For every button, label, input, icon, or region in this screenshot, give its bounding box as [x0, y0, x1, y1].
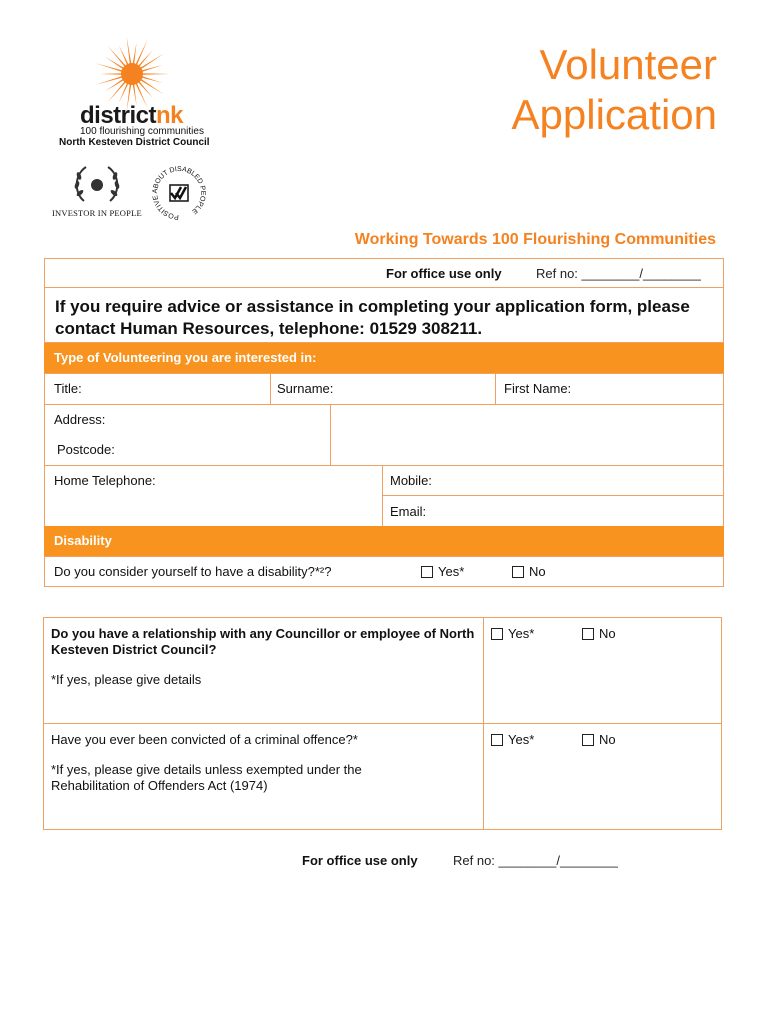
surname-label: Surname: [277, 381, 334, 396]
relationship-question: Do you have a relationship with any Councillor or employee of North Kesteven District Council? [51, 626, 475, 657]
first-name-label: First Name: [504, 381, 572, 396]
positive-about-disabled-people-icon [148, 163, 210, 223]
disability-header: Disability [44, 526, 724, 557]
volunteering-header: Type of Volunteering you are interested in: [44, 343, 724, 374]
notice-text: If you require advice or assistance in completing your application form, please contact Human Resources, telephone: 01529 308211. [55, 297, 690, 338]
criminal-yes-checkbox[interactable] [491, 734, 503, 746]
divider [43, 723, 722, 724]
sun-ray [96, 63, 124, 72]
email-label: Email: [390, 504, 427, 519]
sun-ray [96, 76, 124, 85]
first-name-field[interactable] [496, 374, 723, 404]
page-title-line1: Volunteer [539, 41, 717, 88]
divider [330, 404, 331, 466]
mobile-field[interactable] [383, 466, 723, 495]
surname-field[interactable] [271, 374, 495, 404]
sun-ray [119, 82, 129, 103]
relationship-yes-label: Yes* [508, 626, 535, 641]
relationship-details-prompt: *If yes, please give details [51, 672, 202, 687]
disability-no-checkbox[interactable] [512, 566, 524, 578]
brand-name-accent: nk [156, 102, 184, 129]
title-label: Title: [54, 381, 82, 396]
criminal-yes-label: Yes* [508, 732, 535, 747]
relationship-no-checkbox[interactable] [582, 628, 594, 640]
criminal-no-checkbox[interactable] [582, 734, 594, 746]
office-use-bottom-ref[interactable]: Ref no: ________/________ [453, 853, 618, 868]
disability-yes-label: Yes* [438, 564, 465, 579]
relationship-no-option[interactable] [582, 626, 616, 641]
criminal-yes-option[interactable] [491, 732, 534, 747]
council-name: North Kesteven District Council [59, 137, 210, 148]
sun-center [121, 63, 143, 85]
investor-in-people-label: INVESTOR IN PEOPLE [52, 208, 142, 218]
email-field[interactable] [383, 496, 723, 526]
criminal-no-option[interactable] [582, 732, 616, 747]
disability-no-option[interactable] [512, 564, 546, 579]
brand-name-main: district [80, 102, 157, 129]
relationship-no-label: No [599, 626, 616, 641]
relationship-yes-option[interactable] [491, 626, 534, 641]
two-ticks-label: POSITIVE ABOUT DISABLED PEOPLE [151, 165, 207, 221]
office-use-top-label: For office use only [386, 266, 502, 281]
disability-yes-checkbox[interactable] [421, 566, 433, 578]
page-title [512, 40, 717, 140]
title-field[interactable] [44, 374, 270, 404]
criminal-details-prompt: *If yes, please give details unless exempted under the Rehabilitation of Offenders Act (1974) [51, 762, 362, 793]
sun-ray [141, 73, 170, 75]
relationship-details-field[interactable] [44, 690, 482, 722]
home-telephone-label: Home Telephone: [54, 473, 156, 488]
disability-no-label: No [529, 564, 546, 579]
office-use-bottom-label: For office use only [302, 853, 418, 868]
criminal-question: Have you ever been convicted of a criminal offence?* [51, 732, 358, 747]
investor-in-people-wreath-icon [72, 163, 122, 207]
address-label: Address: [54, 412, 106, 427]
mobile-label: Mobile: [390, 473, 432, 488]
sun-ray [132, 42, 136, 65]
sun-ray [100, 73, 123, 75]
sun-ray [119, 45, 129, 66]
home-telephone-field[interactable] [44, 466, 382, 526]
sun-ray [127, 36, 132, 65]
address-field[interactable] [44, 405, 330, 465]
postcode-label: Postcode: [57, 442, 115, 457]
tagline: Working Towards 100 Flourishing Communities [354, 231, 716, 248]
office-use-top-ref[interactable]: Ref no: ________/________ [536, 266, 701, 281]
sun-ray [135, 39, 148, 66]
disability-question: Do you consider yourself to have a disability?*²? [54, 564, 332, 579]
relationship-yes-checkbox[interactable] [491, 628, 503, 640]
disability-yes-option[interactable] [421, 564, 464, 579]
criminal-details-field[interactable] [44, 796, 482, 828]
brand-subtitle: 100 flourishing communities [80, 126, 204, 137]
criminal-no-label: No [599, 732, 616, 747]
page-title-line2: Application [511, 91, 717, 138]
